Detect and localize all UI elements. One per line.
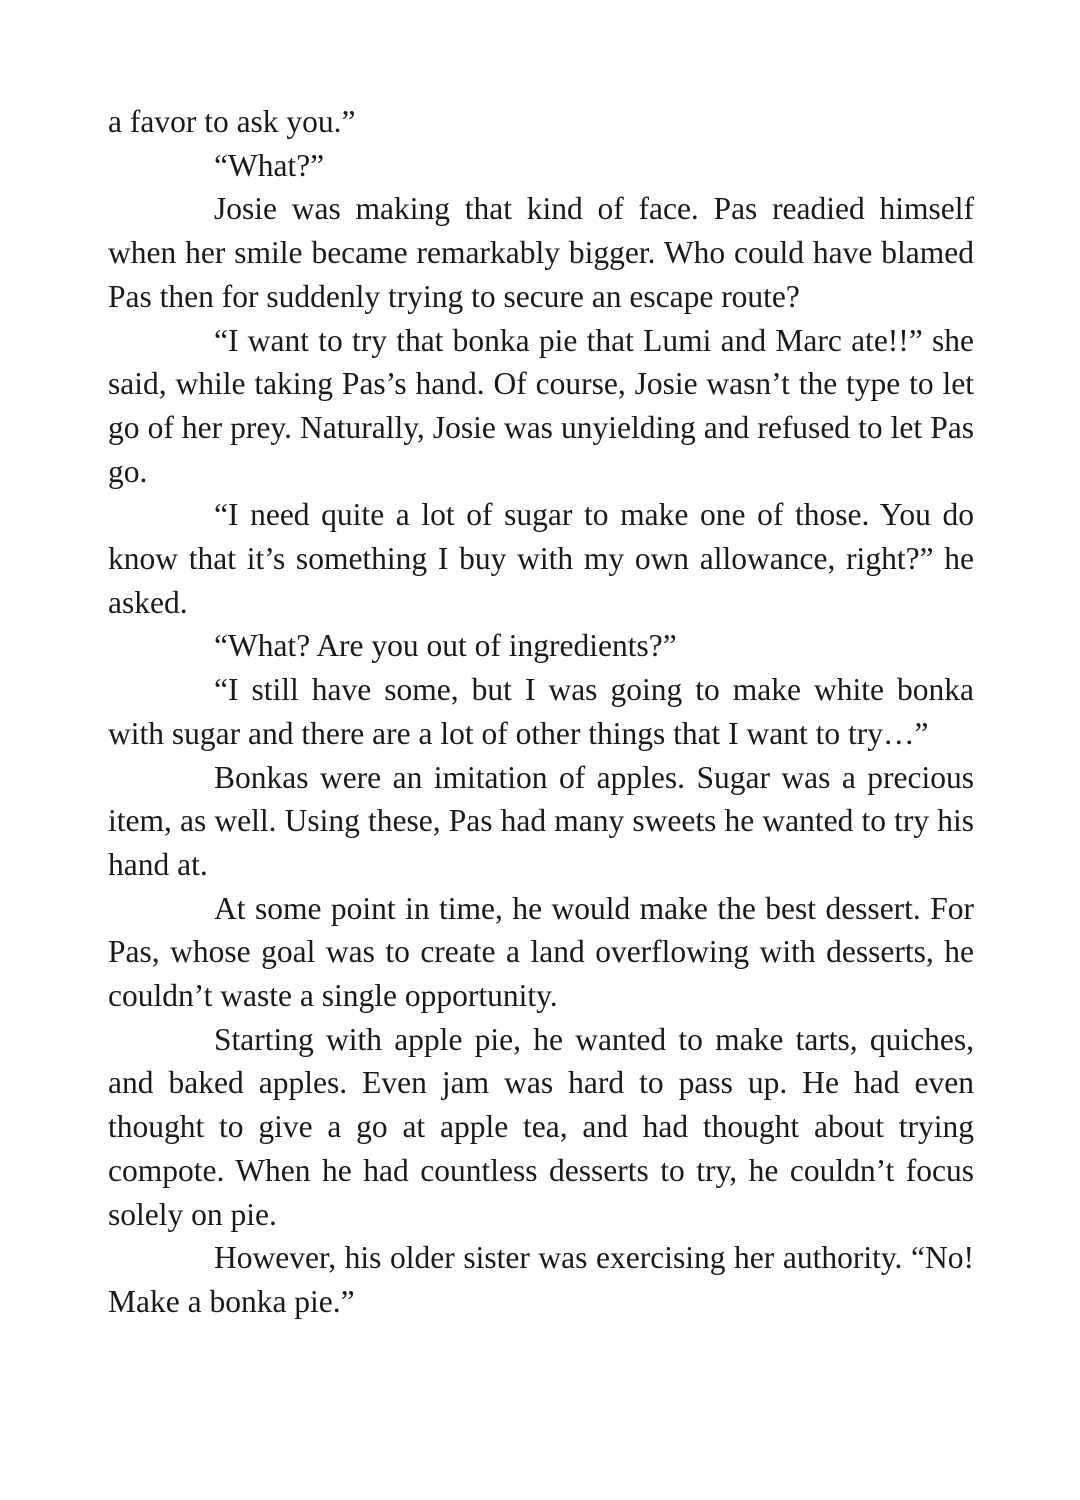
paragraph-bonka-pie-request: “I want to try that bonka pie that Lumi and Marc ate!!” she said, while taking Pas’s hand. Of course, Josie wasn’t the type to let go of her prey. Naturally, Josie was unyielding and refused to let Pas go. [108, 322, 974, 489]
paragraph-what: “What?” [214, 147, 325, 183]
paragraph-bonkas-imitation: Bonkas were an imitation of apples. Sugar was a precious item, as well. Using these, Pas had many sweets he wanted to try his hand at. [108, 759, 974, 882]
paragraph-out-of-ingredients: “What? Are you out of ingredients?” [214, 628, 677, 664]
paragraph-continued: a favor to ask you.” [108, 104, 356, 139]
paragraph-josie-face: Josie was making that kind of face. Pas readied himself when her smile became remarkably bigger. Who could have blamed Pas then for suddenly trying to secure an escape route? [108, 191, 974, 314]
paragraph-apple-pie-list: Starting with apple pie, he wanted to make tarts, quiches, and baked apples. Even jam was hard to pass up. He had even thought to give a go at apple tea, and had thought about trying compote. When he had countless desserts to try, he couldn’t focus solely on pie. [108, 1021, 974, 1232]
paragraph-white-bonka: “I still have some, but I was going to make white bonka with sugar and there are a lot of other things that I want to try…” [108, 672, 974, 751]
paragraph-sugar-allowance: “I need quite a lot of sugar to make one of those. You do know that it’s something I buy with my own allowance, right?” he asked. [108, 497, 974, 620]
paragraph-older-sister: However, his older sister was exercising her authority. “No! Make a bonka pie.” [108, 1240, 974, 1319]
paragraph-best-dessert: At some point in time, he would make the best dessert. For Pas, whose goal was to create a land overflowing with desserts, he couldn’t waste a single opportunity. [108, 890, 974, 1014]
